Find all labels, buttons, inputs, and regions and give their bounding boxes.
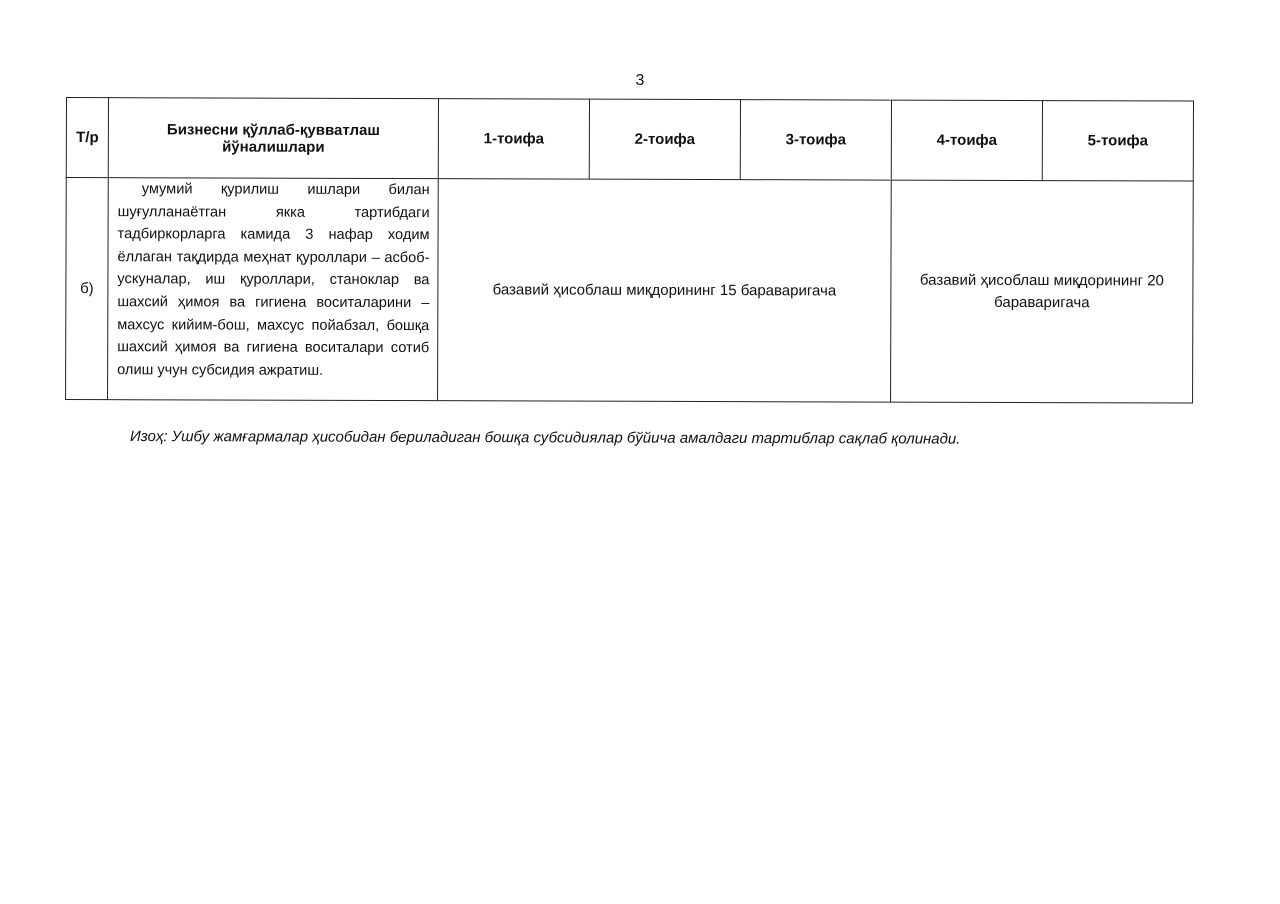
table-header-row	[66, 98, 1193, 182]
range-4-5-text: базавий ҳисоблаш миқдорининг 20 бараваригача	[919, 271, 1164, 311]
table-row	[66, 178, 1194, 404]
range-categories-1-3	[438, 179, 892, 402]
row-index: б)	[66, 178, 109, 400]
header-category-5: 5-тоифа	[1042, 101, 1193, 181]
footnote: Изоҳ: Ушбу жамғармалар ҳисобидан бериладиган бошқа субсидиялар бўйича амалдаги тартиблар сақлаб қолинади.	[129, 428, 961, 448]
page-number: 3	[635, 72, 645, 89]
header-direction: Бизнесни қўллаб-қувватлаш йўналишлари	[108, 98, 438, 179]
header-category-2: 2-тоифа	[589, 99, 740, 179]
range-1-3-text: базавий ҳисоблаш миқдорининг 15 бараваригача	[492, 280, 837, 299]
header-category-3: 3-тоифа	[740, 100, 891, 180]
subsidy-table	[65, 97, 1194, 404]
header-index: Т/р	[66, 98, 108, 178]
header-category-4: 4-тоифа	[891, 100, 1042, 180]
row-description: умумий қурилиш ишлари билан шуғулланаётган якка тартибдаги тадбиркорларга камида 3 нафар ходим ёллаган тақдирда меҳнат қуроллари – асбоб-ускуналар, иш қуроллари, станоклар ва шахсий ҳимоя ва гигиена воситаларини – махсус кийим-бош, махсус пойабзал, бошқа шахсий ҳимоя ва гигиена воситалари сотиб олиш учун субсидия ажратиш.	[108, 178, 439, 401]
range-categories-4-5	[891, 180, 1194, 403]
header-category-1: 1-тоифа	[438, 99, 589, 179]
